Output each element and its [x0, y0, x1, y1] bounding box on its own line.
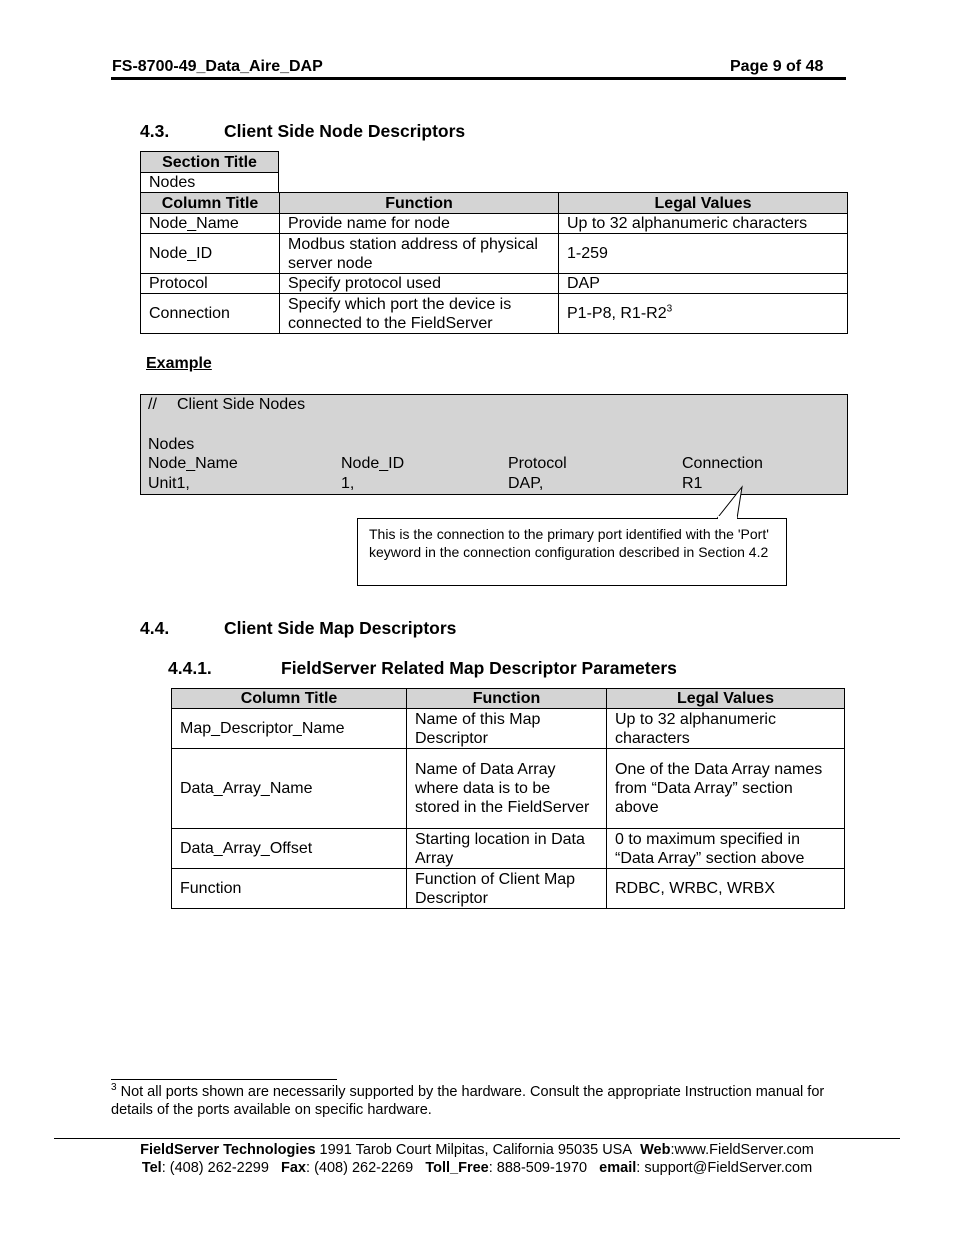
- cell-legal-values: Up to 32 alphanumeric characters: [607, 709, 845, 749]
- cell-column-title: Node_Name: [141, 214, 280, 234]
- footnote: [111, 1083, 831, 1119]
- footnote-rule: [111, 1079, 337, 1080]
- example-value-protocol: DAP,: [508, 475, 544, 492]
- footer-web-label: Web: [640, 1142, 671, 1158]
- cell-column-title: Function: [172, 869, 407, 909]
- section-44-title: Client Side Map Descriptors: [224, 618, 457, 638]
- footnote-text: Not all ports shown are necessarily supported by the hardware. Consult the appropriate Instruction manual for details of the ports available on specific hardware.: [111, 1084, 825, 1118]
- cell-legal-values: [559, 294, 848, 334]
- footer-tel-label: Tel: [141, 1160, 162, 1176]
- table-row: [172, 829, 845, 869]
- footer-fax-label: Fax: [281, 1160, 307, 1176]
- example-box: [140, 394, 848, 495]
- example-header-connection: Connection: [682, 455, 763, 472]
- cell-function: Provide name for node: [280, 214, 559, 234]
- cell-function: Modbus station address of physical server node: [280, 234, 559, 274]
- example-section: Nodes: [148, 436, 195, 453]
- example-label: Example: [146, 355, 212, 372]
- node-descriptor-table: [140, 192, 848, 334]
- example-value-connection: R1: [682, 475, 703, 492]
- section-43-title: Client Side Node Descriptors: [224, 121, 466, 141]
- example-header-node-name: Node_Name: [148, 455, 238, 472]
- footer-tollfree-label: Toll_Free: [425, 1160, 489, 1176]
- column-header: Column Title: [141, 193, 280, 214]
- callout-pointer-mask: [716, 516, 740, 520]
- example-value-node-name: Unit1,: [148, 475, 190, 492]
- page-number: Page 9 of 48: [730, 58, 824, 75]
- footer-fax: : (408) 262-2269: [306, 1160, 414, 1176]
- footer-tel: : (408) 262-2299: [161, 1160, 269, 1176]
- map-descriptor-table: [171, 688, 845, 909]
- footer-web-link[interactable]: :www.FieldServer.com: [670, 1142, 814, 1158]
- table-row: [141, 234, 848, 274]
- column-header: Legal Values: [559, 193, 848, 214]
- column-header: Legal Values: [607, 689, 845, 709]
- example-header-protocol: Protocol: [508, 455, 567, 472]
- column-header: Column Title: [172, 689, 407, 709]
- footer-email-label: email: [599, 1160, 637, 1176]
- callout-note: This is the connection to the primary port identified with the 'Port' keyword in the connection configuration described in Section 4.2: [357, 518, 787, 586]
- section-441-number: 4.4.1.: [168, 658, 212, 678]
- cell-function: Name of Data Array where data is to be stored in the FieldServer: [407, 749, 607, 829]
- table-row: [141, 274, 848, 294]
- section-title-value: Nodes: [141, 173, 279, 193]
- cell-legal-values: RDBC, WRBC, WRBX: [607, 869, 845, 909]
- comment-slashes: //: [148, 396, 157, 413]
- footer-rule: [54, 1138, 900, 1139]
- column-header: Function: [407, 689, 607, 709]
- column-header: Function: [280, 193, 559, 214]
- cell-column-title: Data_Array_Name: [172, 749, 407, 829]
- example-header-node-id: Node_ID: [341, 455, 405, 472]
- cell-column-title: Protocol: [141, 274, 280, 294]
- cell-column-title: Connection: [141, 294, 280, 334]
- cell-legal-values: 1-259: [559, 234, 848, 274]
- cell-legal-values: One of the Data Array names from “Data Array” section above: [607, 749, 845, 829]
- footnote-marker: 3: [111, 1082, 117, 1094]
- doc-id: FS-8700-49_Data_Aire_DAP: [112, 58, 323, 75]
- legal-values-text: P1-P8, R1-R2: [567, 305, 667, 322]
- table-row: [141, 214, 848, 234]
- section-44-number: 4.4.: [140, 618, 170, 638]
- cell-legal-values: DAP: [559, 274, 848, 294]
- cell-function: Function of Client Map Descriptor: [407, 869, 607, 909]
- footnote-ref[interactable]: 3: [666, 303, 673, 315]
- cell-column-title: Map_Descriptor_Name: [172, 709, 407, 749]
- section-43-number: 4.3.: [140, 121, 170, 141]
- footer-email-link[interactable]: : support@FieldServer.com: [636, 1160, 813, 1176]
- table-row: [141, 294, 848, 334]
- comment-text: Client Side Nodes: [177, 396, 306, 413]
- cell-function: Specify protocol used: [280, 274, 559, 294]
- cell-legal-values: Up to 32 alphanumeric characters: [559, 214, 848, 234]
- footer-tollfree: : 888-509-1970: [488, 1160, 588, 1176]
- table-row: [172, 709, 845, 749]
- section-title-header: Section Title: [141, 152, 279, 173]
- section-title-table: [140, 151, 279, 193]
- table-row: [172, 749, 845, 829]
- section-441-title: FieldServer Related Map Descriptor Parameters: [281, 658, 677, 678]
- table-row: [172, 869, 845, 909]
- example-value-node-id: 1,: [341, 475, 355, 492]
- cell-column-title: Data_Array_Offset: [172, 829, 407, 869]
- cell-column-title: Node_ID: [141, 234, 280, 274]
- footer-company: FieldServer Technologies: [140, 1142, 316, 1158]
- footer-line-2: [0, 1160, 954, 1176]
- cell-function: Specify which port the device is connected to the FieldServer: [280, 294, 559, 334]
- footer-line-1: [0, 1142, 954, 1158]
- footer-address: 1991 Tarob Court Milpitas, California 95035 USA: [319, 1142, 633, 1158]
- header-rule: [111, 77, 846, 80]
- cell-function: Name of this Map Descriptor: [407, 709, 607, 749]
- cell-function: Starting location in Data Array: [407, 829, 607, 869]
- cell-legal-values: 0 to maximum specified in “Data Array” section above: [607, 829, 845, 869]
